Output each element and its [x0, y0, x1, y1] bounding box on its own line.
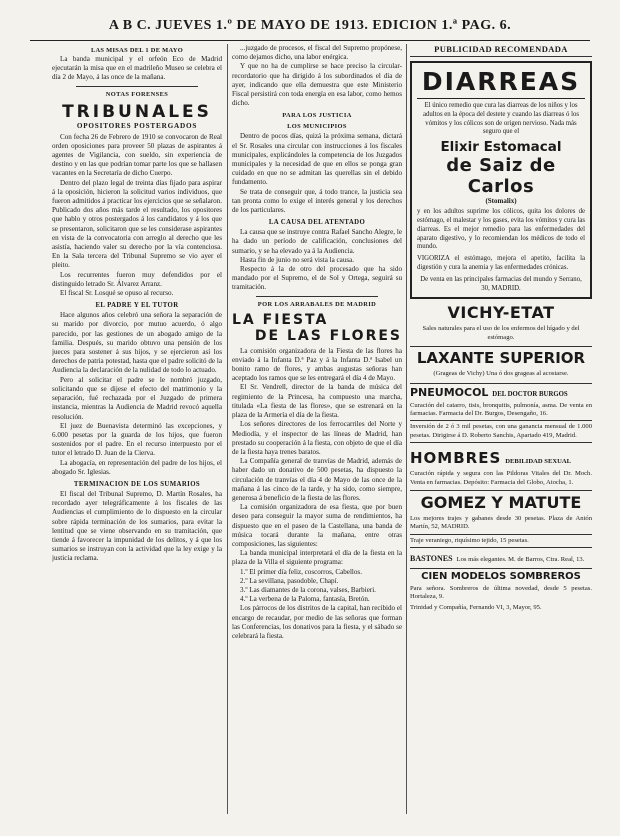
headline-tribunales: TRIBUNALES [62, 101, 212, 122]
label-notas-forenses: NOTAS FORENSES [105, 90, 169, 98]
kicker-misas: LAS MISAS DEL 1 DE MAYO [90, 47, 184, 54]
ad-title-bastones: BASTONES [410, 554, 453, 564]
ad-text: Curación del catarro, tisis, bronquitis, pulmonía, asma. De venta en farmacias. Farmacia del Dr. Burgos, Desengaño, 16. [410, 401, 592, 417]
ad-text: (Grageas de Vichy) Una ó dos grageas al acostarse. [433, 370, 569, 378]
column-ads [410, 44, 592, 824]
paragraph: Con fecha 26 de Febrero de 1910 se convocaron de Real orden oposiciones para proveer 50 plazas de aspirantes á agentes de Vigilancia, con sueldo, sin experiencia de destino y en las que podrían tomar parte los que se hallasen vacantes en la Secretaría de dicho Cuerpo. [52, 132, 222, 178]
label-justicia: PARA LOS JUSTICIA [282, 112, 352, 120]
ad-text: Los mejores trajes y gabanes desde 30 pesetas. Plaza de Antón Martín, 52, MADRID. [410, 515, 592, 531]
program-item: 1.º El primer día feliz, coscorros, Cabellos. [240, 567, 362, 576]
paragraph: Y que no ha de cumplirse se hace preciso la circular-recordatorio que ha dirigido á los subordinados el día de ayer, indicando que ella demuestra que este Ministerio Fiscal persistirá con toda energía en esa labor, como hemos dicho. [232, 62, 402, 108]
column-2 [232, 44, 402, 824]
paragraph: Los recurrentes fueron muy defendidos por el distinguido letrado Sr. Álvarez Arranz. [52, 270, 222, 288]
paragraph: El juez de Buenavista determinó las excepciones, y 6.000 pesetas por la guarda de los hijos, que fueron sostenidos por el padre. En el recurso interpuesto por el tutor el letrado D. Juan de la Cierva. [52, 421, 222, 458]
ad-title-modelos: CIEN MODELOS SOMBREROS [410, 568, 592, 582]
ad-title-pneumocol [410, 383, 592, 399]
ad-text: Curación rápida y segura con las Pildoras Vitales del Dr. Moch. Venta en farmacias. Depósito: Farmacia del Globo, Atocha, 1. [410, 470, 592, 486]
paragraph: ...juzgado de procesos, el fiscal del Supremo propónese, como dejamos dicho, una labor enérgica. [232, 44, 402, 62]
ad-title-hombres: HOMBRES [410, 449, 502, 468]
section-sumarios: TERMINACION DE LOS SUMARIOS [73, 480, 201, 488]
ads-header: PUBLICIDAD RECOMENDADA [410, 44, 592, 57]
ad-text: De venta en las principales farmacias del mundo y Serrano, 30, MADRID. [420, 275, 582, 292]
paragraph: Dentro de pocos días, quizá la próxima semana, dictará el Sr. Rosales una circular con instrucciones á los fiscales municipales, explicándoles la competencia de los Juzgados municipales y la necesidad de que en ellos se ponga gran cuidado en que no se admitan las querellas sin el debido fundamento. [232, 132, 402, 187]
ad-text: VIGORIZA el estómago, mejora el apetito, facilita la digestión y cura la anemia y las enfermedades crónicas. [417, 255, 585, 271]
section-padre-tutor: EL PADRE Y EL TUTOR [95, 302, 179, 310]
paragraph: El fiscal Sr. Losqué se opuso al recurso. [60, 289, 174, 298]
ad-hombres-sub: DEBILIDAD SEXUAL [505, 458, 572, 466]
ad-stomalix: (Stomalix) [485, 197, 517, 206]
paragraph: La abogacía, en representación del padre de los hijos, el abogado Sr. Iglesias. [52, 458, 222, 476]
headline-la-fiesta: LA FIESTA [232, 311, 329, 328]
paragraph: La causa que se instruye contra Rafael Sancho Alegre, le ha dado un período de calificación, conclusiones del sumario, y se ha elevado ya á la Audiencia. [232, 228, 402, 255]
paragraph: Pero al solicitar el padre se le nombró juzgado, solicitando que se dijese el efecto del matrimonio y la separación, fué rechazada por el Juzgado de primera instancia, mientras la Audiencia de Madrid revocó aquella resolución. [52, 375, 222, 421]
column-rule-2 [406, 44, 407, 814]
paragraph: Hasta fin de junio no será vista la causa. [240, 255, 355, 264]
program-item: 2.º La sevillana, pasodoble, Chapí. [240, 576, 339, 585]
paragraph: La banda municipal interpretará el día de la fiesta en la plaza de la Villa el siguiente programa: [232, 549, 402, 567]
ad-title-diarreas: DIARREAS [417, 67, 585, 99]
column-1 [52, 44, 222, 824]
ad-text: El único remedio que cura las diarreas de los niños y los adultos en la época del destete y cuando las diarreas ó los vómitos y los cólicos son de origen nervioso. Nada más seguro que el [422, 102, 580, 136]
ad-text: Traje veraniego, riquísimo tejido, 15 pesetas. [410, 534, 592, 545]
ad-title-vichy: VICHY-ETAT [447, 303, 555, 323]
paragraph: Respecto á la de otro del procesado que ha sido mandado por el Supremo, el de Sol y Ortega, seguirá su tramitación. [232, 265, 402, 292]
paragraph: La comisión organizadora de la Fiesta de las flores ha enviado á la Infanta D.ª Paz y á la Infanta D.ª Isabel un bonito ramo de flores, y ambas augustas señoras han aceptado los ramos que se les entregará el día 4 de Mayo. [232, 346, 402, 383]
ad-title-elixir: Elixir Estomacal [440, 139, 562, 156]
ad-title-laxante: LAXANTE SUPERIOR [410, 346, 592, 367]
paragraph: Hace algunos años celebró una señora la separación de su marido por divorcio, por mutuo acuerdo, ó algo parecido, por las gestiones de un abogado amigo de la familia. Después, su marido obtuvo una pensión de los jueces para sostener á sus hijos, y se ejercieron así los derechos de patria potestad, hasta que el padre solicitó de la Audiencia la declaración de la nulidad de todo lo actuado. [52, 311, 222, 375]
paragraph: Los señores directores de los ferrocarriles del Norte y Mediodía, y el inspector de las líneas de Madrid, han prestado su cooperación á la fiesta, con objeto de que el día de la fiesta haya trenes baratos. [232, 420, 402, 456]
ad-hombres [410, 442, 592, 467]
ad-text: Inversión de 2 ó 3 mil pesetas, con una ganancia mensual de 1.000 pesetas. Dirigirse á D. Roberto Sanchis, Apartado 419, Madrid. [410, 420, 592, 440]
ad-title-gomez: GOMEZ Y MATUTE [410, 490, 592, 512]
paragraph: La comisión organizadora de esa fiesta, que por buen deseo para conseguir la mayor suma de rendimientos, ha dispuesto que en el paseo de la Castellana, una banda de música tocará durante la mañana, entre otras composiciones, las siguientes: [232, 503, 402, 548]
ad-bastones-text: Los más elegantes. M. de Barros, Ctra. Real, 13. [456, 556, 585, 564]
paragraph: Dentro del plazo legal de treinta días fijado para aspirar á la oposición, hicieron la solicitud varios individuos, que fueron admitidos á practicar los ejercicios que se señalaron. Publicado dos años más tarde el resultado, los opositores que hablo y otros postergados á los candidatos y á los que se presentaron, solicitaron que se les considerase aspirantes en vista de la convocatoria con arreglo al derecho que les asistía, haciendo valer su derecho por la vía contenciosa. En la Sala tercera del Tribunal Supremo se vio ayer el pleito. [52, 178, 222, 270]
paragraph: La banda municipal y el orfeón Eco de Madrid ejecutarán la misa que en el madrileño Museo se celebra el día 2 de Mayo, á las once de la mañana. [52, 55, 222, 82]
column-rule-1 [227, 44, 228, 814]
ad-text: Sales naturales para el uso de los enfermos del hígado y del estómago. [422, 325, 580, 341]
divider [256, 296, 378, 297]
ad-text: Para señora. Sombreros de última novedad, desde 5 pesetas. Hortaleza, 9. [410, 584, 592, 601]
ad-pneumocol-sub: DEL DOCTOR BURGOS [492, 390, 568, 398]
paragraph: Los párrocos de los distritos de la capital, han recibido el encargo de recaudar, por medio de las señoras que forman las Conferencias, los donativos para la fiesta, y el sábado se celebrará la fiesta. [232, 604, 402, 640]
ad-pneumocol-name: PNEUMOCOL [410, 385, 489, 399]
section-atentado: LA CAUSA DEL ATENTADO [268, 219, 366, 227]
label-arrabales: POR LOS ARRABALES DE MADRID [257, 300, 377, 308]
program-item: 4.º La verbena de la Paloma, fantasía, Bretón. [240, 595, 370, 604]
subhead-opositores: OPOSITORES POSTERGADOS [76, 121, 198, 130]
paragraph: El fiscal del Tribunal Supremo, D. Martín Rosales, ha recordado ayer telegráficamente á los fiscales de las Audiencias el cumplimiento de lo dispuesto en la circular sobre rápida terminación de los sumarios, para evitar la lentitud que se viene observando en su tramitación, que tiende á favorecer la impunidad de los delitos, y á que los sumarios se instruyan con la actividad que la ley exige y la justicia reclama. [52, 489, 222, 563]
ad-text: y en los adultos suprime los cólicos, quita los dolores de estómago, el malestar y los gases, evita los vómitos y cura las diarreas. Es el mejor remedio para las enfermedades del aparato digestivo, y lo recomiendan los médicos de todo el mundo. [417, 208, 585, 251]
paragraph: Se trata de conseguir que, á todo trance, la justicia sea tan pronta como lo exige el interés general y los derechos de los particulares. [232, 187, 402, 215]
program-item: 3.º Las diamantes de la corona, valses, Barbieri. [240, 585, 376, 594]
ad-diarreas [410, 61, 592, 299]
ad-text: Trinidad y Compañía, Fernando VI, 3, Mayor, 95. [410, 604, 542, 612]
page-header: A B C. JUEVES 1.º DE MAYO DE 1913. EDICION 1.ª PAG. 6. [30, 18, 590, 41]
divider [76, 86, 198, 87]
headline-de-las-flores: DE LAS FLORES [254, 327, 402, 344]
ad-title-saiz: de Saiz de Carlos [446, 155, 556, 198]
paragraph: La Compañía general de tranvías de Madrid, además de haber dado un donativo de 500 pesetas, ha dispuesto la circulación de tranvías el día 4 de Mayo de las once de la mañana á las cinco de la tarde, y ha sido, como siempre, generosa á beneficio de la fiesta de las flores. [232, 457, 402, 502]
paragraph: El Sr. Vendrell, director de la banda de música del regimiento de la Princesa, ha compuesto una marcha, titulada «La fiesta de las flores», que se estrenará en la plaza de la Armería el día de la fiesta. [232, 383, 402, 420]
ad-bastones [410, 547, 592, 564]
label-municipios: LOS MUNICIPIOS [287, 123, 347, 131]
